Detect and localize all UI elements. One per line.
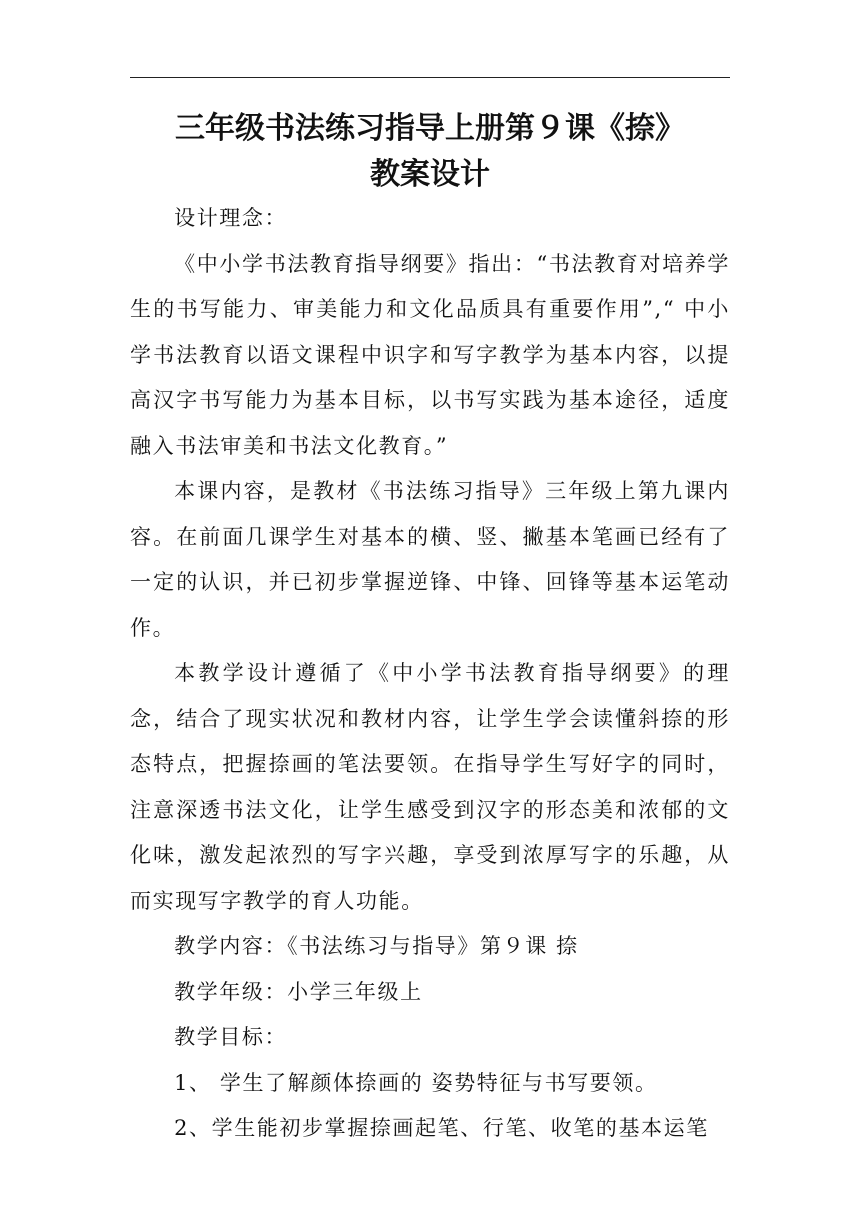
- teaching-grade: 教学年级：小学三年级上: [174, 979, 423, 1004]
- document-title: [130, 106, 730, 198]
- title-line-1: 三年级书法练习指导上册第９课《捺》: [175, 111, 685, 146]
- paragraph-lesson-content: 本课内容，是教材《书法练习指导》三年级上第九课内容。在前面几课学生对基本的横、竖、撇基本笔画已经有了一定的认识，并已初步掌握逆锋、中锋、回锋等基本运笔动作。: [130, 479, 730, 640]
- teaching-content: 教学内容：《书法练习与指导》第９课 捺: [174, 934, 579, 958]
- goal-item-1: 1、 学生了解颜体捺画的 姿势特征与书写要领。: [174, 1070, 658, 1095]
- title-line-2: 教案设计: [370, 157, 490, 192]
- goal-item-2: 2、学生能初步掌握捺画起笔、行笔、收笔的基本运笔: [174, 1116, 709, 1140]
- paragraph-guideline-quote: 《中小学书法教育指导纲要》指出：“书法教育对培养学生的书写能力、审美能力和文化品质具有重要作用”,“ 中小学书法教育以语文课程中识字和写字教学为基本内容，以提高汉字书写能力为基本目标，以书写实践为基本途径，适度融入书法审美和书法文化教育。”: [130, 251, 730, 458]
- section-label-design-concept: 设计理念：: [174, 206, 288, 230]
- paragraph-design-approach: 本教学设计遵循了《中小学书法教育指导纲要》的理念，结合了现实状况和教材内容，让学生学会读懂斜捺的形态特点，把握捺画的笔法要领。在指导学生写好字的同时，注意深透书法文化，让学生感受到汉字的形态美和浓郁的文化味，激发起浓烈的写字兴趣，享受到浓厚写字的乐趣，从而实现写字教学的育人功能。: [130, 661, 730, 913]
- header-rule: [130, 77, 730, 78]
- document-body: [130, 196, 730, 1152]
- section-label-teaching-goals: 教学目标：: [174, 1025, 288, 1049]
